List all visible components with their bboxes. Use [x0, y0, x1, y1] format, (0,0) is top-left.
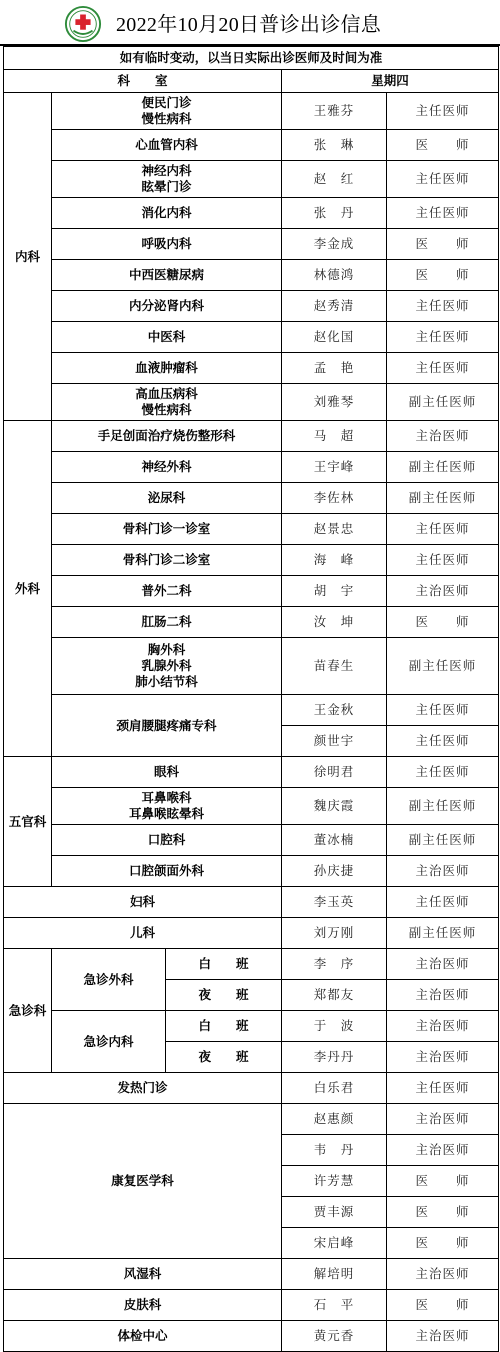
doctor-name: 徐明君 [282, 757, 387, 788]
dept-cell: 妇科 [4, 887, 282, 918]
dept-cell: 儿科 [4, 918, 282, 949]
dept-cell: 骨科门诊一诊室 [52, 514, 282, 545]
doctor-rank: 主任医师 [387, 198, 499, 229]
doctor-rank: 主任医师 [387, 545, 499, 576]
doctor-rank: 主治医师 [387, 1104, 499, 1135]
doctor-name: 白乐君 [282, 1073, 387, 1104]
doctor-rank: 副主任医师 [387, 825, 499, 856]
doctor-rank: 主治医师 [387, 421, 499, 452]
category-neike: 内科 [4, 93, 52, 421]
doctor-rank: 医 师 [387, 130, 499, 161]
dept-cell: 普外二科 [52, 576, 282, 607]
doctor-name: 韦 丹 [282, 1135, 387, 1166]
shift-cell: 白 班 [166, 1011, 282, 1042]
doctor-name: 郑都友 [282, 980, 387, 1011]
doctor-name: 李丹丹 [282, 1042, 387, 1073]
doctor-name: 张 琳 [282, 130, 387, 161]
doctor-name: 李 序 [282, 949, 387, 980]
dept-cell: 体检中心 [4, 1321, 282, 1352]
doctor-rank: 医 师 [387, 1197, 499, 1228]
dept-cell: 神经内科 眩晕门诊 [52, 161, 282, 198]
doctor-name: 石 平 [282, 1290, 387, 1321]
dept-cell: 中西医糖尿病 [52, 260, 282, 291]
doctor-rank: 主治医师 [387, 980, 499, 1011]
doctor-rank: 主任医师 [387, 695, 499, 726]
dept-cell: 急诊内科 [52, 1011, 166, 1073]
dept-cell: 骨科门诊二诊室 [52, 545, 282, 576]
doctor-name: 于 波 [282, 1011, 387, 1042]
doctor-rank: 主任医师 [387, 322, 499, 353]
dept-cell: 发热门诊 [4, 1073, 282, 1104]
dept-cell: 血液肿瘤科 [52, 353, 282, 384]
doctor-rank: 医 师 [387, 229, 499, 260]
schedule-table [3, 46, 499, 1352]
dept-cell: 手足创面治疗烧伤整形科 [52, 421, 282, 452]
doctor-rank: 主治医师 [387, 949, 499, 980]
doctor-name: 李佐林 [282, 483, 387, 514]
hospital-logo-icon [64, 5, 102, 43]
page-title: 2022年10月20日普诊出诊信息 [116, 14, 382, 36]
dept-cell: 泌尿科 [52, 483, 282, 514]
doctor-rank: 副主任医师 [387, 384, 499, 421]
doctor-name: 黄元香 [282, 1321, 387, 1352]
doctor-rank: 副主任医师 [387, 918, 499, 949]
doctor-rank: 医 师 [387, 260, 499, 291]
doctor-rank: 主治医师 [387, 1042, 499, 1073]
dept-cell: 便民门诊 慢性病科 [52, 93, 282, 130]
doctor-rank: 主治医师 [387, 856, 499, 887]
category-jizhen: 急诊科 [4, 949, 52, 1073]
doctor-name: 马 超 [282, 421, 387, 452]
doctor-rank: 主治医师 [387, 1135, 499, 1166]
doctor-name: 赵 红 [282, 161, 387, 198]
doctor-rank: 主任医师 [387, 887, 499, 918]
doctor-name: 海 峰 [282, 545, 387, 576]
doctor-rank: 主任医师 [387, 161, 499, 198]
page-header [0, 0, 500, 46]
doctor-name: 解培明 [282, 1259, 387, 1290]
doctor-name: 苗春生 [282, 638, 387, 695]
dept-cell: 口腔颌面外科 [52, 856, 282, 887]
dept-cell: 风湿科 [4, 1259, 282, 1290]
dept-cell: 眼科 [52, 757, 282, 788]
doctor-rank: 主治医师 [387, 1259, 499, 1290]
dept-cell: 急诊外科 [52, 949, 166, 1011]
doctor-name: 林德鸿 [282, 260, 387, 291]
doctor-name: 汝 坤 [282, 607, 387, 638]
doctor-name: 董冰楠 [282, 825, 387, 856]
doctor-name: 赵秀清 [282, 291, 387, 322]
dept-cell: 消化内科 [52, 198, 282, 229]
doctor-name: 宋启峰 [282, 1228, 387, 1259]
doctor-name: 贾丰源 [282, 1197, 387, 1228]
doctor-name: 李金成 [282, 229, 387, 260]
dept-cell: 内分泌肾内科 [52, 291, 282, 322]
doctor-name: 赵景忠 [282, 514, 387, 545]
doctor-rank: 医 师 [387, 1228, 499, 1259]
shift-cell: 白 班 [166, 949, 282, 980]
doctor-rank: 主任医师 [387, 1073, 499, 1104]
dept-cell: 心血管内科 [52, 130, 282, 161]
doctor-name: 许芳慧 [282, 1166, 387, 1197]
dept-cell: 神经外科 [52, 452, 282, 483]
doctor-rank: 主任医师 [387, 514, 499, 545]
doctor-name: 颜世宇 [282, 726, 387, 757]
doctor-rank: 主任医师 [387, 353, 499, 384]
dept-cell: 口腔科 [52, 825, 282, 856]
notice-text: 如有临时变动，以当日实际出诊医师及时间为准 [4, 47, 499, 70]
shift-cell: 夜 班 [166, 1042, 282, 1073]
doctor-rank: 副主任医师 [387, 788, 499, 825]
doctor-rank: 医 师 [387, 1290, 499, 1321]
category-wuguan: 五官科 [4, 757, 52, 887]
doctor-name: 李玉英 [282, 887, 387, 918]
dept-cell: 呼吸内科 [52, 229, 282, 260]
header-day: 星期四 [282, 70, 499, 93]
doctor-name: 刘雅琴 [282, 384, 387, 421]
doctor-name: 刘万刚 [282, 918, 387, 949]
dept-cell: 皮肤科 [4, 1290, 282, 1321]
dept-cell: 康复医学科 [4, 1104, 282, 1259]
dept-cell: 胸外科 乳腺外科 肺小结节科 [52, 638, 282, 695]
doctor-name: 王金秋 [282, 695, 387, 726]
doctor-rank: 主治医师 [387, 576, 499, 607]
doctor-name: 赵化国 [282, 322, 387, 353]
doctor-name: 王雅芬 [282, 93, 387, 130]
dept-cell: 肛肠二科 [52, 607, 282, 638]
doctor-name: 王宇峰 [282, 452, 387, 483]
doctor-rank: 副主任医师 [387, 638, 499, 695]
doctor-rank: 医 师 [387, 1166, 499, 1197]
doctor-name: 魏庆霞 [282, 788, 387, 825]
doctor-rank: 副主任医师 [387, 483, 499, 514]
doctor-name: 胡 宇 [282, 576, 387, 607]
dept-cell: 耳鼻喉科 耳鼻喉眩晕科 [52, 788, 282, 825]
shift-cell: 夜 班 [166, 980, 282, 1011]
dept-cell: 高血压病科 慢性病科 [52, 384, 282, 421]
doctor-name: 孟 艳 [282, 353, 387, 384]
doctor-rank: 主治医师 [387, 1011, 499, 1042]
header-dept: 科 室 [4, 70, 282, 93]
doctor-rank: 主任医师 [387, 757, 499, 788]
doctor-rank: 主任医师 [387, 726, 499, 757]
doctor-rank: 主治医师 [387, 1321, 499, 1352]
dept-cell: 中医科 [52, 322, 282, 353]
doctor-name: 赵惠颜 [282, 1104, 387, 1135]
category-waike: 外科 [4, 421, 52, 757]
doctor-rank: 医 师 [387, 607, 499, 638]
dept-cell: 颈肩腰腿疼痛专科 [52, 695, 282, 757]
doctor-rank: 副主任医师 [387, 452, 499, 483]
doctor-name: 孙庆捷 [282, 856, 387, 887]
doctor-name: 张 丹 [282, 198, 387, 229]
doctor-rank: 主任医师 [387, 291, 499, 322]
doctor-rank: 主任医师 [387, 93, 499, 130]
